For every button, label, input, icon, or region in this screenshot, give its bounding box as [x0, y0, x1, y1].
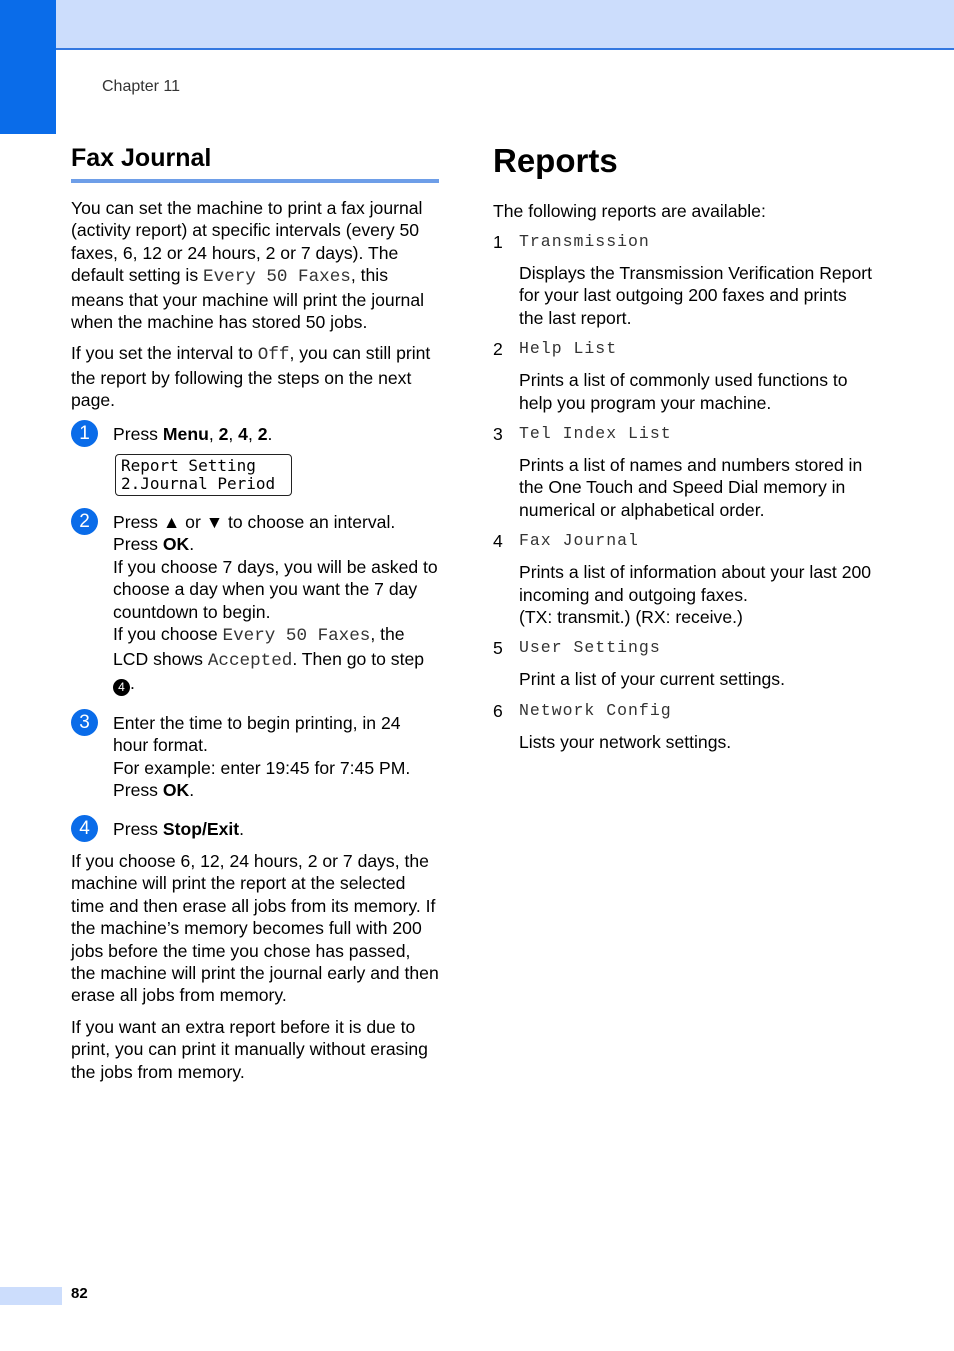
text: .: [267, 423, 273, 444]
text: If you choose: [113, 624, 223, 645]
report-description: Prints a list of commonly used functions to help you program your machine.: [519, 370, 848, 413]
off-paragraph: [71, 342, 439, 411]
chapter-label: Chapter 11: [102, 78, 180, 95]
step-2-press: [113, 533, 439, 555]
text: Prints a list of information about your last 200 incoming and outgoing faxes.: [519, 562, 872, 605]
reports-intro: The following reports are available:: [493, 201, 766, 221]
report-name: Transmission: [519, 232, 650, 251]
report-description: Lists your network settings.: [519, 731, 732, 752]
stop-exit-key: Stop/Exit: [162, 818, 240, 839]
report-item: [493, 231, 873, 329]
report-number: 6: [493, 700, 503, 721]
lcd-line-2: 2.Journal Period: [121, 474, 276, 494]
report-name: User Settings: [519, 638, 661, 658]
text: .: [130, 672, 135, 693]
text: , the LCD shows: [113, 624, 405, 669]
reports-section: [493, 140, 873, 753]
text: You can set the machine to print a fax journal (activity report) at specific intervals (every 50 faxes, 6, 12 or 24 hours, 2 or 7 days). The default setting is: [71, 198, 423, 286]
menu-key: Menu: [162, 423, 209, 444]
text: .: [189, 780, 195, 801]
key: 2: [257, 423, 268, 444]
step-number-badge: 4: [71, 815, 98, 842]
setting-value: Off: [257, 345, 290, 366]
setting-value: Every 50 Faxes: [222, 626, 371, 647]
report-item: [493, 700, 873, 753]
report-description: Displays the Transmission Verification Report for your last outgoing 200 faxes and prints the last report.: [519, 263, 872, 328]
report-item: [493, 530, 873, 628]
lcd-line-1: Report Setting: [121, 456, 256, 476]
report-number: 5: [493, 638, 503, 659]
header-band: [0, 0, 954, 50]
section-rule: [71, 179, 439, 183]
report-item: [493, 338, 873, 414]
step-2-text-1: If you choose 7 days, you will be asked to choose a day when you want the 7 day countdown to begin.: [113, 556, 438, 622]
step-3-text-2: For example: enter 19:45 for 7:45 PM.: [113, 757, 411, 778]
text: ,: [247, 423, 258, 444]
text: ,: [228, 423, 239, 444]
step-number-badge: 2: [71, 508, 98, 535]
fax-journal-section: [71, 143, 439, 1092]
text: Press: [113, 818, 163, 839]
report-name: Help List: [519, 339, 618, 359]
reports-title: Reports: [493, 142, 618, 179]
report-item: [493, 637, 873, 690]
report-number: 2: [493, 339, 503, 360]
step-1: [71, 423, 439, 500]
schedule-paragraph: If you choose 6, 12, 24 hours, 2 or 7 days, the machine will print the report at the selected time and then erase all jobs from its memory. If the machine’s memory becomes full with 200 jobs before the time you chose has passed, the machine will print the journal early and then erase all jobs from memory.: [71, 850, 439, 1006]
step-3-press: [113, 779, 439, 801]
page-number: 82: [71, 1285, 88, 1302]
report-number: 4: [493, 531, 503, 552]
key: 4: [238, 423, 248, 444]
report-description: [519, 561, 873, 628]
key: 2: [218, 423, 229, 444]
text: (TX: transmit.) (RX: receive.): [519, 607, 743, 628]
chapter-tab: [0, 0, 56, 134]
report-number: 1: [493, 232, 503, 252]
step-2-line-1: Press ▲ or ▼ to choose an interval.: [113, 512, 396, 533]
step-4-text: [113, 818, 439, 840]
text: Press: [113, 534, 163, 555]
text: ,: [208, 423, 219, 444]
report-name: Fax Journal: [519, 531, 639, 551]
text: If you set the interval to: [71, 343, 258, 364]
text: , you can still print the report by following the steps on the next page.: [71, 343, 431, 411]
text: Press: [113, 423, 163, 444]
step-2: [71, 511, 439, 696]
text: .: [239, 818, 245, 839]
step-number-badge: 1: [71, 420, 98, 447]
extra-report-paragraph: If you want an extra report before it is due to print, you can print it manually without erasing the jobs from memory.: [71, 1016, 428, 1082]
report-name: Tel Index List: [519, 424, 672, 444]
step-3-text-1: Enter the time to begin printing, in 24 hour format.: [113, 712, 401, 756]
step-1-text: [113, 423, 439, 445]
step-reference-icon: 4: [113, 679, 130, 696]
ok-key: OK: [162, 534, 190, 555]
report-item: [493, 423, 873, 521]
fax-journal-title: Fax Journal: [71, 144, 212, 172]
text: , this means that your machine will print the journal when the machine has stored 50 jobs.: [71, 265, 425, 333]
lcd-message: Accepted: [207, 650, 293, 671]
report-name: Network Config: [519, 700, 672, 720]
report-description: Print a list of your current settings.: [519, 669, 785, 690]
step-3: [71, 712, 439, 802]
setting-value: Every 50 Faxes: [203, 267, 351, 288]
report-number: 3: [493, 424, 503, 445]
intro-paragraph: [71, 197, 439, 333]
step-2-text-2: [113, 623, 439, 696]
footer-band: [0, 1287, 62, 1305]
text: .: [189, 534, 195, 555]
report-description: Prints a list of names and numbers stored in the One Touch and Speed Dial memory in numerical or alphabetical order.: [519, 455, 863, 520]
text: . Then go to step: [292, 648, 425, 669]
text: Press: [113, 780, 163, 801]
lcd-display: [115, 454, 292, 496]
step-4: [71, 818, 439, 840]
step-number-badge: 3: [71, 709, 98, 736]
ok-key: OK: [162, 780, 190, 801]
